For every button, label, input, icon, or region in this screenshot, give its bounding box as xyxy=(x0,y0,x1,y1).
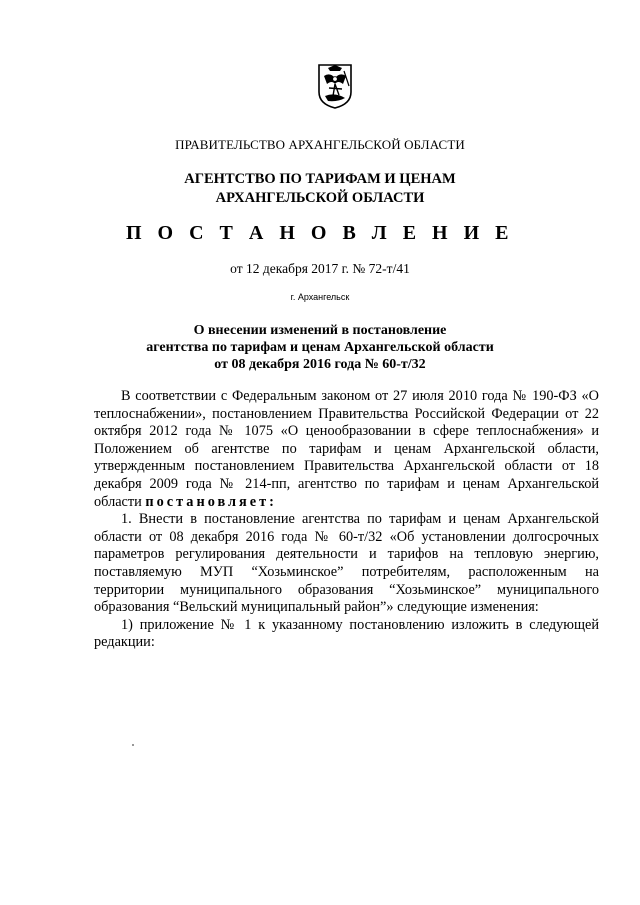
agency-name-line-1: АГЕНТСТВО ПО ТАРИФАМ И ЦЕНАМ xyxy=(184,171,456,187)
agency-name-line-2: АРХАНГЕЛЬСКОЙ ОБЛАСТИ xyxy=(215,190,425,206)
subject-line-3: от 08 декабря 2016 года № 60-т/32 xyxy=(214,357,426,372)
document-type: П О С Т А Н О В Л Е Н И Е xyxy=(126,222,514,244)
paragraph-item-1: 1. Внести в постановление агентства по тарифам и ценам Архангельской области от 08 декабря 2016 года № 60-т/32 «Об установлении долгосрочных параметров регулирования деятельности и тарифов на тепловую энергию, поставляемую МУП “Хозьминское” потребителям, расположенным на территории муниципального образования “Хозьминское” муниципального образования “Вельский муниципальный район”» следующие изменения: xyxy=(94,511,599,616)
subject-line-2: агентства по тарифам и ценам Архангельской области xyxy=(146,340,494,355)
scan-speck xyxy=(132,744,134,746)
government-name: ПРАВИТЕЛЬСТВО АРХАНГЕЛЬСКОЙ ОБЛАСТИ xyxy=(175,137,465,152)
subject-line-1: О внесении изменений в постановление xyxy=(193,323,447,338)
paragraph-subitem-1: 1) приложение № 1 к указанному постановлению изложить в следующей редакции: xyxy=(94,616,599,651)
resolves-keyword: постановляет: xyxy=(145,493,277,510)
coat-of-arms-icon xyxy=(316,62,354,110)
document-date-number: от 12 декабря 2017 г. № 72-т/41 xyxy=(230,261,410,276)
preamble-text: В соответствии с Федеральным законом от 27 июля 2010 года № 190-ФЗ «О теплоснабжении», постановлением Правительства Российской Федерации от 22 октября 2012 года № 1075 «О ценообразовании в сфере теплоснабжения» и Положением об агентстве по тарифам и ценам Архангельской области, утвержденным постановлением Правительства Архангельской области от 18 декабря 2009 года № 214-пп, агентство по тарифам и ценам Архангельской области xyxy=(94,388,599,510)
document-city: г. Архангельск xyxy=(290,292,350,302)
document-subject xyxy=(0,322,640,373)
document-body xyxy=(94,388,599,652)
agency-name xyxy=(0,170,640,208)
paragraph-preamble xyxy=(94,388,599,511)
